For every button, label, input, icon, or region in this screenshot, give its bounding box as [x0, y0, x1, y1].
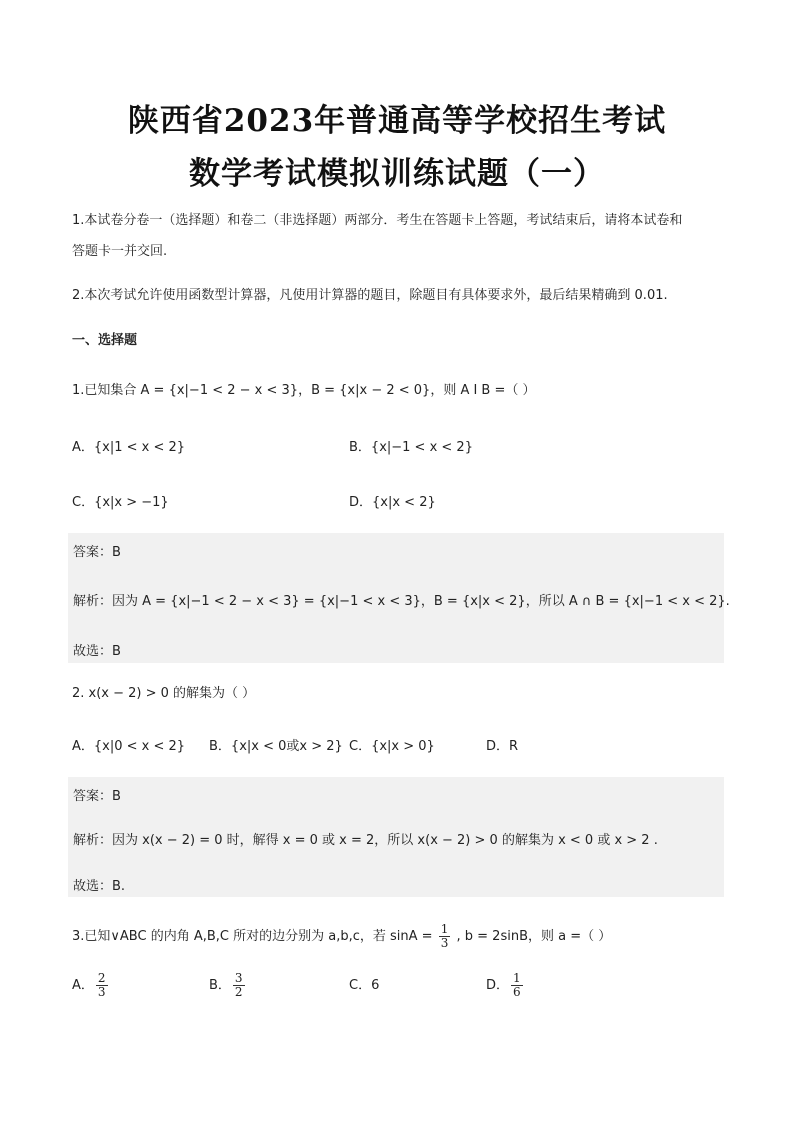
option-label: A．: [72, 978, 94, 993]
fraction-denominator: 3: [440, 936, 449, 950]
exam-subtitle: 数学考试模拟训练试题（一）: [189, 156, 605, 192]
option-d-fraction: [511, 972, 523, 999]
question-1-answer-block: [68, 533, 730, 663]
question-1-option-b: B．{x|−1 < x < 2}: [349, 440, 473, 455]
question-1-option-a: A．{x|1 < x < 2}: [72, 440, 186, 455]
question-2-option-d: D．R: [486, 739, 519, 754]
notice-2: 2.本次考试允许使用函数型计算器，凡使用计算器的题目，除题目有具体要求外，最后结果精确到 0.01.: [72, 288, 668, 303]
question-3-option-b: [209, 971, 247, 1001]
question-1-option-c: C．{x|x > −1}: [72, 495, 169, 510]
fraction-numerator: 2: [97, 971, 106, 985]
question-2-conclusion: 故选：B.: [73, 879, 126, 894]
exam-title: 陕西省2023年普通高等学校招生考试: [127, 103, 667, 139]
question-2-option-a: A．{x|0 < x < 2}: [72, 739, 186, 754]
question-2-option-c: C．{x|x > 0}: [349, 739, 435, 754]
question-1-option-d: D．{x|x < 2}: [349, 495, 436, 510]
notice-1-line-1: 1.本试卷分卷一（选择题）和卷二（非选择题）两部分．考生在答题卡上答题，考试结束后，请将本试卷和: [72, 213, 683, 228]
question-2-answer: 答案：B: [73, 789, 121, 804]
question-1-conclusion: 故选：B: [73, 644, 121, 659]
fraction-denominator: 3: [97, 985, 106, 999]
question-1-analysis: 解析：因为 A = {x|−1 < 2 − x < 3} = {x|−1 < x < 3}，B = {x|x < 2}，所以 A ∩ B = {x|−1 < x < 2}.: [73, 594, 730, 609]
question-2-analysis: 解析：因为 x(x − 2) = 0 时，解得 x = 0 或 x = 2，所以 x(x − 2) > 0 的解集为 x < 0 或 x > 2 .: [73, 833, 658, 848]
question-1-answer: 答案：B: [73, 545, 121, 560]
fraction-numerator: 3: [234, 971, 243, 985]
question-3-stem: [72, 922, 611, 952]
question-2-answer-block: [68, 777, 724, 897]
question-3-sin-fraction: [439, 923, 451, 950]
question-3-option-c: C．6: [349, 978, 380, 993]
option-b-fraction: [233, 972, 245, 999]
question-3-option-a: [72, 971, 110, 1001]
section-heading: 一、选择题: [72, 333, 138, 348]
question-3-stem-suffix: , b = 2sinB，则 a =（ ）: [456, 929, 612, 944]
option-label: B．: [209, 978, 231, 993]
question-2-option-b: B．{x|x < 0或x > 2}: [209, 739, 343, 754]
fraction-denominator: 2: [234, 985, 243, 999]
question-2-stem: 2. x(x − 2) > 0 的解集为（ ）: [72, 686, 256, 701]
option-label: D．: [486, 978, 510, 993]
question-3-stem-prefix: 3.已知∨ABC 的内角 A,B,C 所对的边分别为 a,b,c，若 sinA =: [72, 929, 433, 944]
fraction-denominator: 6: [513, 985, 521, 999]
question-1-stem: 1.已知集合 A = {x|−1 < 2 − x < 3}，B = {x|x − 2 < 0}，则 A I B =（ ）: [72, 383, 536, 398]
fraction-numerator: 1: [513, 971, 521, 985]
notice-1-line-2: 答题卡一并交回.: [72, 244, 168, 259]
option-a-fraction: [96, 972, 108, 999]
fraction-numerator: 1: [440, 922, 449, 936]
question-3-option-d: [486, 971, 525, 1001]
